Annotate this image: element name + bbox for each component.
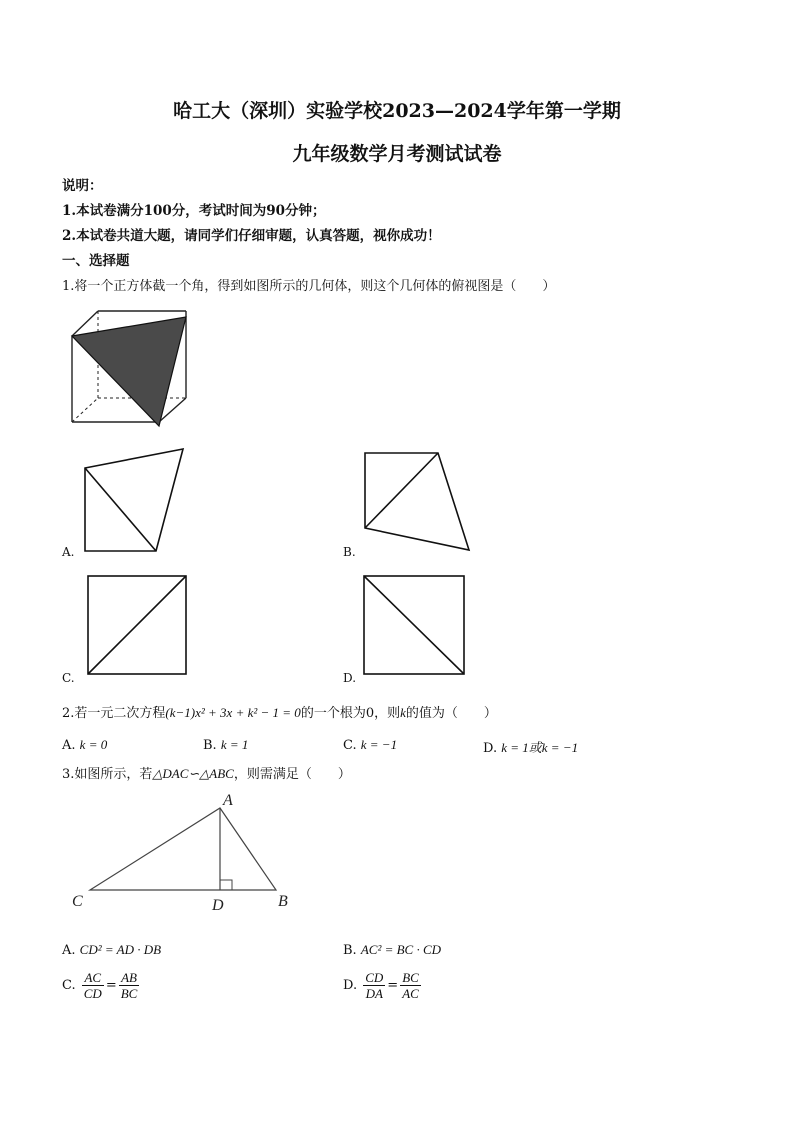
q3-option-d[interactable]: D. $\frac{CD}{DA}$ = $\frac{BC}{AC}$ bbox=[343, 970, 419, 1001]
q3-stem-prefix: 3.如图所示，若 bbox=[62, 767, 153, 782]
q2-option-a[interactable] bbox=[62, 737, 107, 753]
q3-option-c-rhs-fraction bbox=[119, 970, 140, 1001]
q2-stem-end: 的值为（ ） bbox=[405, 706, 497, 721]
q3-option-b-label: B. bbox=[343, 943, 357, 958]
q3-point-c: C bbox=[72, 893, 83, 910]
q2-option-d-expr: k = 1或k = −1 bbox=[501, 740, 579, 755]
q2-option-d[interactable] bbox=[483, 737, 578, 756]
q3-stem-suffix: ，则需满足（ ） bbox=[233, 767, 351, 782]
q3-option-c-rhs-num: AB bbox=[119, 970, 140, 986]
section-heading: 一、选择题 bbox=[62, 253, 130, 269]
q3-option-d-lhs-num: CD bbox=[365, 970, 384, 985]
q3-option-c-label: C. bbox=[62, 978, 76, 993]
q3-triangle-figure bbox=[66, 788, 306, 918]
q2-option-b-expr: k = 1 bbox=[220, 737, 249, 752]
q3-option-b-expr: AC² = BC · CD bbox=[360, 942, 442, 957]
q3-option-a[interactable] bbox=[62, 942, 161, 958]
q3-point-d: D bbox=[212, 897, 224, 914]
q3-option-d-rhs-num: BC bbox=[402, 970, 419, 985]
q1-option-b-figure bbox=[362, 450, 472, 554]
q1-option-c-label[interactable]: C. bbox=[62, 671, 75, 685]
q3-option-a-label: A. bbox=[62, 943, 76, 958]
notes-line1: 1.本试卷满分100分，考试时间为90分钟； bbox=[62, 203, 326, 219]
notes-line2: 2.本试卷共道大题，请同学们仔细审题，认真答题，视你成功！ bbox=[62, 228, 441, 244]
q2-equation: (k−1)x² + 3x + k² − 1 = 0 bbox=[165, 705, 301, 720]
q3-option-b[interactable] bbox=[343, 942, 441, 958]
q3-option-d-lhs-den: DA bbox=[365, 986, 383, 1001]
q3-point-b: B bbox=[278, 893, 288, 910]
notes-heading: 说明： bbox=[62, 178, 103, 194]
exam-title-line2: 九年级数学月考测试试卷 bbox=[292, 143, 502, 165]
q3-option-c-lhs-den: CD bbox=[83, 986, 102, 1001]
exam-title-line1: 哈工大（深圳）实验学校2023—2024学年第一学期 bbox=[173, 100, 621, 122]
q2-option-d-label: D. bbox=[483, 741, 498, 756]
q3-option-c-rhs-den: BC bbox=[120, 986, 138, 1001]
q1-option-a-label[interactable]: A. bbox=[62, 545, 75, 559]
q3-option-d-lhs-fraction bbox=[363, 970, 385, 1001]
q3-option-a-expr: CD² = AD · DB bbox=[79, 942, 162, 957]
q2-stem-prefix: 2.若一元二次方程 bbox=[62, 706, 166, 721]
q2-option-c[interactable] bbox=[343, 737, 397, 753]
q1-solid-figure bbox=[68, 308, 192, 430]
q3-option-d-rhs-fraction bbox=[400, 970, 421, 1001]
q3-option-d-rhs-den: AC bbox=[402, 986, 419, 1001]
q2-var-k: k bbox=[400, 705, 406, 720]
q1-option-d-label[interactable]: D. bbox=[343, 671, 357, 685]
q2-stem-suffix: 的一个根为0，则 bbox=[300, 706, 401, 721]
q3-stem bbox=[62, 763, 351, 782]
q3-option-c-lhs-fraction bbox=[82, 970, 104, 1001]
q3-point-a: A bbox=[223, 792, 233, 809]
q2-stem bbox=[62, 702, 497, 721]
q1-option-b-label[interactable]: B. bbox=[343, 545, 356, 559]
q2-option-a-expr: k = 0 bbox=[79, 737, 108, 752]
q2-option-a-label: A. bbox=[62, 738, 76, 753]
q2-option-b[interactable] bbox=[203, 737, 248, 753]
q1-stem: 1.将一个正方体截一个角，得到如图所示的几何体，则这个几何体的俯视图是（ ） bbox=[62, 279, 556, 294]
q2-option-c-label: C. bbox=[343, 738, 357, 753]
q2-option-c-expr: k = −1 bbox=[360, 737, 398, 752]
q3-option-c[interactable]: C. $\frac{AC}{CD}$ = $\frac{AB}{BC}$ bbox=[62, 970, 138, 1001]
q3-similarity: △DAC∽△ABC bbox=[152, 766, 234, 781]
q3-option-d-label: D. bbox=[343, 978, 358, 993]
q1-option-c-figure bbox=[86, 574, 188, 676]
q1-option-d-figure bbox=[362, 574, 466, 676]
q1-option-a-figure bbox=[82, 446, 186, 554]
q3-option-c-lhs-num: AC bbox=[82, 970, 104, 986]
q2-option-b-label: B. bbox=[203, 738, 217, 753]
